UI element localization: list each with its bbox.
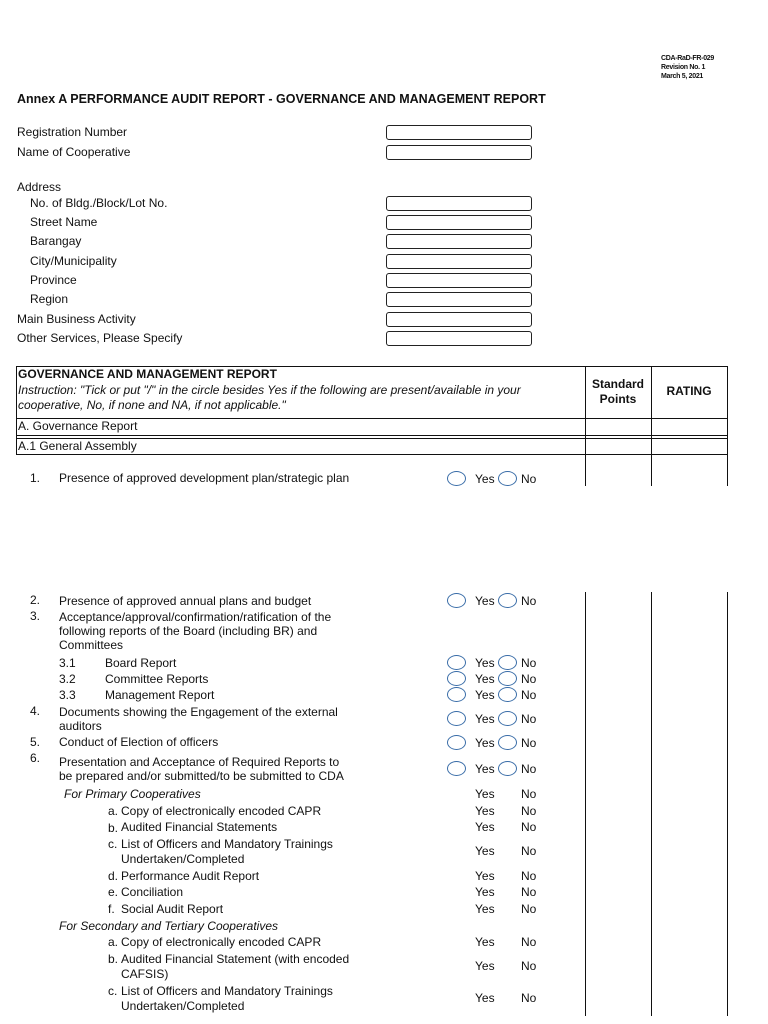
item-4-number: 4. [30,704,41,718]
secondary-c-no[interactable]: No [521,991,537,1005]
table-heading: GOVERNANCE AND MANAGEMENT REPORT [18,367,277,381]
primary-e-yes[interactable]: Yes [475,885,495,899]
item-3-text-line3: Committees [59,638,124,652]
primary-e-no[interactable]: No [521,885,537,899]
table-instruction-line1: Instruction: "Tick or put "/" in the circle besides Yes if the following are present/available in your [18,383,521,397]
item-3-2-yes-radio[interactable] [447,671,466,686]
barangay-label: Barangay [30,234,82,248]
primary-d-text: Performance Audit Report [121,869,260,883]
table-row-a-bottom [16,435,728,436]
section-general-assembly: A.1 General Assembly [18,439,137,453]
item-6-text [59,755,344,783]
secondary-c-text [121,984,333,1014]
primary-c-text-line2: Undertaken/Completed [121,852,245,866]
primary-f-no[interactable]: No [521,902,537,916]
item-3-1-yes-label: Yes [475,656,495,670]
item-2-yes-radio[interactable] [447,593,466,608]
item-4-yes-radio[interactable] [447,711,466,726]
item-1-no-radio[interactable] [498,471,517,486]
secondary-a-no[interactable]: No [521,935,537,949]
item-5-number: 5. [30,735,41,749]
primary-c-no[interactable]: No [521,844,537,858]
item-3-1-text: Board Report [105,656,177,670]
item-3-1-no-radio[interactable] [498,655,517,670]
item-3-2-text: Committee Reports [105,672,209,686]
table-lower-col-divider-1 [585,592,586,1016]
item-3-1-no-label: No [521,656,537,670]
primary-cooperatives-heading: For Primary Cooperatives [64,787,201,801]
item-3-3-no-radio[interactable] [498,687,517,702]
item-4-text [59,705,338,733]
item-2-no-label: No [521,594,537,608]
primary-a-yes[interactable]: Yes [475,804,495,818]
table-right-border [727,366,728,486]
item-2-no-radio[interactable] [498,593,517,608]
secondary-b-text-line2: CAFSIS) [121,967,169,981]
main-business-label: Main Business Activity [17,312,136,326]
secondary-c-text-line2: Undertaken/Completed [121,999,245,1013]
document-code-number: CDA-RaD-FR-029 [661,55,714,62]
item-3-3-text: Management Report [105,688,215,702]
secondary-b-text-line1: Audited Financial Statement (with encoded [121,952,350,966]
standard-points-header [585,377,651,407]
item-3-number: 3. [30,609,41,623]
secondary-b-letter: b. [108,952,119,966]
section-governance-report: A. Governance Report [18,419,138,433]
province-label: Province [30,273,77,287]
primary-f-yes[interactable]: Yes [475,902,495,916]
item-6-yes-label: Yes [475,762,495,776]
item-5-yes-label: Yes [475,736,495,750]
item-3-text-line2: following reports of the Board (including BR) and [59,624,318,638]
registration-number-field[interactable] [386,125,532,140]
other-services-field[interactable] [386,331,532,346]
city-field[interactable] [386,254,532,269]
secondary-b-yes[interactable]: Yes [475,959,495,973]
table-lower-right-border [727,592,728,1016]
primary-c-text-line1: List of Officers and Mandatory Trainings [121,837,333,851]
document-revision: Revision No. 1 [661,64,706,71]
barangay-field[interactable] [386,234,532,249]
item-6-number: 6. [30,751,41,765]
other-services-label: Other Services, Please Specify [17,331,183,345]
item-2-yes-label: Yes [475,594,495,608]
region-label: Region [30,292,69,306]
item-4-no-label: No [521,712,537,726]
primary-b-text: Audited Financial Statements [121,820,278,834]
item-2-text: Presence of approved annual plans and budget [59,594,312,608]
secondary-c-yes[interactable]: Yes [475,991,495,1005]
item-6-text-line1: Presentation and Acceptance of Required Reports to [59,755,340,769]
address-label: Address [17,180,62,194]
table-instruction-line2: cooperative, No, if none and NA, if not applicable." [18,398,286,412]
primary-d-letter: d. [108,869,119,883]
primary-a-no[interactable]: No [521,804,537,818]
secondary-a-text: Copy of electronically encoded CAPR [121,935,322,949]
secondary-c-text-line1: List of Officers and Mandatory Trainings [121,984,333,998]
item-5-text: Conduct of Election of officers [59,735,219,749]
primary-b-letter: b. [108,821,119,835]
document-date: March 5, 2021 [661,73,704,80]
item-3-1-yes-radio[interactable] [447,655,466,670]
primary-a-letter: a. [108,804,119,818]
item-3-2-number: 3.2 [59,672,76,686]
standard-points-header-line2: Points [599,392,637,406]
item-2-number: 2. [30,593,41,607]
primary-a-text: Copy of electronically encoded CAPR [121,804,322,818]
secondary-c-letter: c. [108,984,118,998]
item-3-3-number: 3.3 [59,688,76,702]
primary-d-yes[interactable]: Yes [475,869,495,883]
item-4-yes-label: Yes [475,712,495,726]
item-5-no-label: No [521,736,537,750]
primary-heading-yes: Yes [475,787,495,801]
primary-heading-no: No [521,787,537,801]
item-6-no-label: No [521,762,537,776]
street-field[interactable] [386,215,532,230]
secondary-b-no[interactable]: No [521,959,537,973]
table-row-a1-bottom [16,454,728,455]
rating-header: RATING [666,384,712,398]
item-1-yes-radio[interactable] [447,471,466,486]
primary-b-yes[interactable]: Yes [475,820,495,834]
primary-c-text [121,837,333,867]
primary-e-text: Conciliation [121,885,184,899]
item-4-text-line1: Documents showing the Engagement of the external [59,705,338,719]
item-3-3-no-label: No [521,688,537,702]
item-3-2-yes-label: Yes [475,672,495,686]
primary-f-text: Social Audit Report [121,902,224,916]
secondary-a-letter: a. [108,935,119,949]
region-field[interactable] [386,292,532,307]
cooperative-name-label: Name of Cooperative [17,145,131,159]
secondary-cooperatives-heading: For Secondary and Tertiary Cooperatives [59,919,278,933]
table-left-border [16,366,17,454]
primary-f-letter: f. [108,902,115,916]
item-3-text-line1: Acceptance/approval/confirmation/ratification of the [59,610,332,624]
document-code [661,54,714,81]
item-3-3-yes-label: Yes [475,688,495,702]
province-field[interactable] [386,273,532,288]
bldg-label: No. of Bldg./Block/Lot No. [30,196,168,210]
registration-number-label: Registration Number [17,125,128,139]
item-1-text: Presence of approved development plan/strategic plan [59,471,350,485]
item-6-yes-radio[interactable] [447,761,466,776]
primary-d-no[interactable]: No [521,869,537,883]
item-3-1-number: 3.1 [59,656,76,670]
item-4-no-radio[interactable] [498,711,517,726]
primary-b-no[interactable]: No [521,820,537,834]
city-label: City/Municipality [30,254,117,268]
item-5-yes-radio[interactable] [447,735,466,750]
secondary-a-yes[interactable]: Yes [475,935,495,949]
item-6-text-line2: be prepared and/or submitted/to be submitted to CDA [59,769,344,783]
item-4-text-line2: auditors [59,719,102,733]
bldg-field[interactable] [386,196,532,211]
item-3-3-yes-radio[interactable] [447,687,466,702]
item-1-yes-label: Yes [475,472,495,486]
primary-c-letter: c. [108,837,118,851]
item-5-no-radio[interactable] [498,735,517,750]
main-business-field[interactable] [386,312,532,327]
cooperative-name-field[interactable] [386,145,532,160]
item-3-text [59,610,331,652]
street-label: Street Name [30,215,98,229]
table-lower-col-divider-2 [651,592,652,1016]
primary-e-letter: e. [108,885,119,899]
standard-points-header-line1: Standard [591,377,644,391]
secondary-b-text [121,952,349,982]
item-3-2-no-label: No [521,672,537,686]
primary-c-yes[interactable]: Yes [475,844,495,858]
item-1-no-label: No [521,472,537,486]
page-title: Annex A PERFORMANCE AUDIT REPORT - GOVERNANCE AND MANAGEMENT REPORT [17,92,546,106]
item-3-2-no-radio[interactable] [498,671,517,686]
item-6-no-radio[interactable] [498,761,517,776]
item-1-number: 1. [30,471,41,485]
